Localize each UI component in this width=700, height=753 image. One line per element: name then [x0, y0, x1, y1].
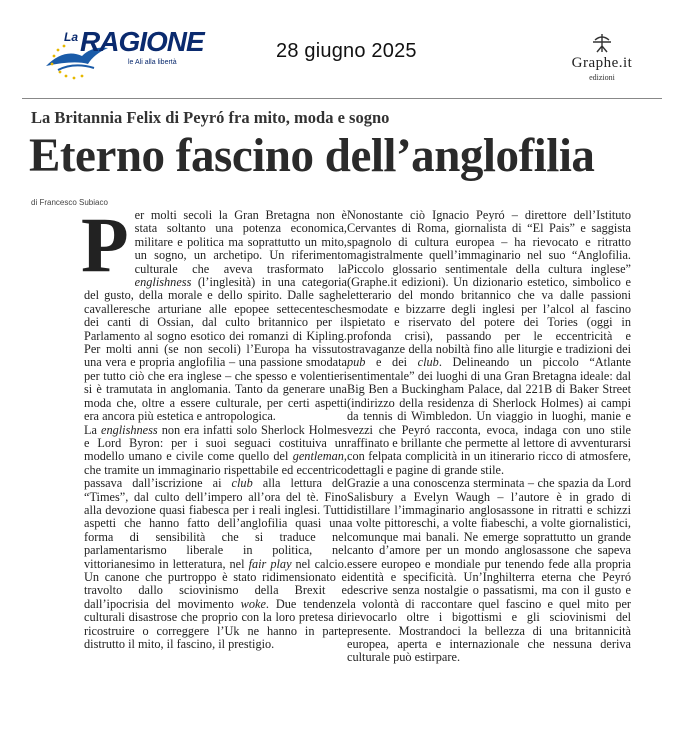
publisher-sub: edizioni — [589, 73, 615, 82]
logo-name: RAGIONE — [80, 26, 204, 57]
overline: La Britannia Felix di Peyró fra mito, moda e sogno — [31, 108, 390, 127]
paragraph: La englishness non era infatti solo Sherlock Holmes e Lord Byron: per i suoi seguaci costituiva un modello umano e civile come quello del gentleman, che tramite un immaginario rispettabile ed eccentrico passava dall’iscrizione ai club alla lettura del “Times”, dal culto dell’impero all’ora del tè. Fino alla devozione quasi fiabesca per i reali inglesi. Tutti aspetti che hanno fatto dell’anglofilia quasi una forma di sensibilità che si traduce nel parlamentarismo liberale in politica, nel vittorianesimo in letteratura, nel fair play nel calcio. Un canone che purtroppo è stato ridimensionato e travolto dallo sciovinismo della Brexit e dall’ipocrisia del movimento woke. Due tendenze culturali disastrose che proprio con la loro pretesa di ricostruire o correggere l’Uk ne hanno in parte distrutto il mito, il fascino, il prestigio. — [84, 422, 348, 651]
header-divider — [22, 98, 662, 99]
paragraph: Nonostante ciò Ignacio Peyró – direttore dell’Istituto Cervantes di Roma, giornalista di “El Pais” e saggista spagnolo di cultura europea – ha rievocato e ritratto magistralmente quell’immaginario nel suo “Anglofilia. Piccolo glossario sentimentale della cultura inglese” (Graphe.it edizioni). Un dizionario estetico, simbolico e letterario del mondo britannico che va dalle passioni smodate e bizzarre degli inglesi per l’alcol al fascino spietato e riservato del potere dei Tories (oggi in profonda crisi), passando per le eccentricità e stravaganze della nobiltà fino alle liturgie e tradizioni dei pub e dei club. Delineando un piccolo “Atlante sentimentale” dei luoghi di una Gran Bretagna ideale: dal Big Ben a Buckingham Palace, dal 221B di Baker Street (indirizzo della residenza di Sherlock Holmes) ai campi da tennis di Wimbledon. Un viaggio in luoghi, manie e vezzi che Peyró racconta, evoca, indaga con uno stile raffinato e brillante che permette al lettore di avventurarsi con felpata complicità in un itinerario ricco di atmosfere, dettagli e pagine di grande stile. — [347, 208, 631, 477]
publisher-name: Graphe.it — [571, 55, 633, 71]
archer-icon — [587, 32, 617, 56]
logo-motto: le Ali alla libertà — [128, 59, 177, 66]
byline: di Francesco Subiaco — [31, 198, 108, 207]
article-column-2 — [347, 209, 631, 665]
la-ragione-logo — [44, 26, 204, 82]
headline: Eterno fascino dell’anglofilia — [29, 129, 595, 182]
drop-cap: P — [81, 201, 129, 288]
graphe-logo — [552, 32, 652, 82]
paragraph: Grazie a una conoscenza sterminata – che spazia da Lord Salisbury a Evelyn Waugh – l’autore è in grado di distillare l’immaginario anglosassone in ritratti e schizzi a volte pittoreschi, a volte fiabeschi, a volte giornalistici, comunque mai banali. Ne emerge soprattutto un grande canto d’amore per un mondo anglosassone che sapeva essere europeo e mondiale pur tenendo fede alla propria identità e specificità. Un’Inghilterra eterna che Peyró descrive senza nostalgie o passatismi, ma con il gusto e la volontà di raccontare quel fascino e quel mito per rievocarlo oltre i bigottismi e gli sciovinismi del presente. Mostrandoci la bellezza di una britannicità europea, aperta e internazionale che nessuna deriva culturale può estirpare. — [347, 476, 631, 665]
publication-date: 28 giugno 2025 — [276, 40, 417, 62]
article-column-1 — [81, 201, 348, 651]
paragraph: er molti secoli la Gran Bretagna non è stata soltanto una potenza economica, militare e politica ma soprattutto un mito, un sogno, un archetipo. Un riferimento culturale che aveva trasformato la englishness (l’inglesità) in una categoria del gusto, della morale e dello spirito. Dalle saghe cavalleresche arturiane alle epopee settecentesche dei canti di Ossian, dal culto britannico per il Parlamento al sogno esotico dei romanzi di Kipling. Per molti anni (se non secoli) l’Europa ha vissuto una vera e propria anglofilia – una passione smodata per tutto ciò che era inglese – che spesso e volentieri si è tramutata in anglomania. Tanto da generare una moda che, oltre a essere culturale, per certi aspetti era ancora più estetica e antropologica. — [84, 208, 347, 424]
logo-prefix: La — [64, 30, 79, 44]
